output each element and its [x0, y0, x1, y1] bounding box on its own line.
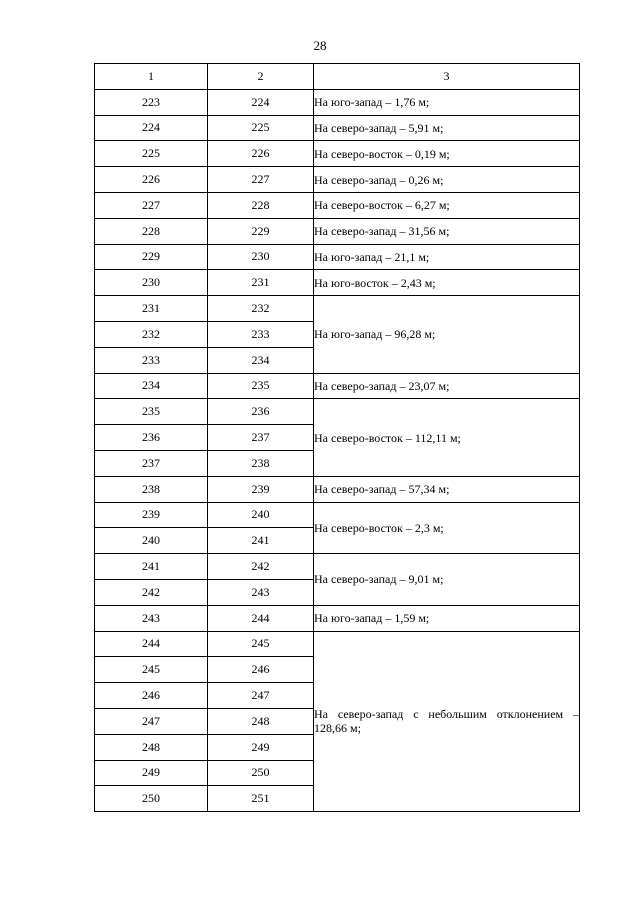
table-row: [95, 167, 580, 193]
direction-distance-cell: На северо-восток – 6,27 м;: [314, 192, 580, 218]
point-from-cell: 240: [95, 528, 208, 554]
direction-distance-cell: На северо-запад – 5,91 м;: [314, 115, 580, 141]
point-to-cell: 241: [208, 528, 314, 554]
table-header-row: [95, 64, 580, 90]
column-header-1: 1: [95, 64, 208, 90]
direction-distance-cell: На юго-запад – 1,76 м;: [314, 89, 580, 115]
table-row: [95, 554, 580, 580]
table-row: [95, 270, 580, 296]
point-to-cell: 229: [208, 218, 314, 244]
point-to-cell: 250: [208, 760, 314, 786]
table-row: [95, 141, 580, 167]
point-to-cell: 247: [208, 683, 314, 709]
point-from-cell: 227: [95, 192, 208, 218]
point-to-cell: 245: [208, 631, 314, 657]
point-to-cell: 244: [208, 605, 314, 631]
point-from-cell: 235: [95, 399, 208, 425]
point-to-cell: 227: [208, 167, 314, 193]
table-row: [95, 296, 580, 322]
point-from-cell: 225: [95, 141, 208, 167]
point-from-cell: 232: [95, 321, 208, 347]
table-row: [95, 89, 580, 115]
direction-distance-cell: На северо-восток – 2,3 м;: [314, 502, 580, 554]
point-from-cell: 244: [95, 631, 208, 657]
table-row: [95, 631, 580, 657]
direction-distance-cell: На северо-запад – 31,56 м;: [314, 218, 580, 244]
point-to-cell: 240: [208, 502, 314, 528]
point-to-cell: 228: [208, 192, 314, 218]
point-to-cell: 225: [208, 115, 314, 141]
point-from-cell: 249: [95, 760, 208, 786]
table-row: [95, 605, 580, 631]
point-from-cell: 233: [95, 347, 208, 373]
point-from-cell: 224: [95, 115, 208, 141]
direction-distance-cell: На северо-запад с небольшим отклонением – 128,66 м;: [314, 631, 580, 812]
table-row: [95, 399, 580, 425]
point-to-cell: 243: [208, 579, 314, 605]
point-to-cell: 237: [208, 425, 314, 451]
table-row: [95, 218, 580, 244]
point-from-cell: 241: [95, 554, 208, 580]
point-to-cell: 242: [208, 554, 314, 580]
point-from-cell: 243: [95, 605, 208, 631]
point-from-cell: 238: [95, 476, 208, 502]
point-to-cell: 246: [208, 657, 314, 683]
page-number: 28: [313, 38, 327, 53]
direction-distance-cell: На северо-восток – 0,19 м;: [314, 141, 580, 167]
point-from-cell: 246: [95, 683, 208, 709]
direction-distance-cell: На северо-запад – 9,01 м;: [314, 554, 580, 606]
table-row: [95, 502, 580, 528]
table-row: [95, 373, 580, 399]
point-from-cell: 226: [95, 167, 208, 193]
table-row: [95, 192, 580, 218]
point-to-cell: 226: [208, 141, 314, 167]
point-to-cell: 239: [208, 476, 314, 502]
point-to-cell: 238: [208, 450, 314, 476]
point-from-cell: 250: [95, 786, 208, 812]
point-to-cell: 236: [208, 399, 314, 425]
point-to-cell: 230: [208, 244, 314, 270]
direction-distance-cell: На юго-запад – 21,1 м;: [314, 244, 580, 270]
direction-distance-cell: На северо-запад – 23,07 м;: [314, 373, 580, 399]
point-to-cell: 248: [208, 708, 314, 734]
point-from-cell: 228: [95, 218, 208, 244]
column-header-3: 3: [314, 64, 580, 90]
table-row: [95, 476, 580, 502]
point-from-cell: 248: [95, 734, 208, 760]
point-to-cell: 234: [208, 347, 314, 373]
point-to-cell: 233: [208, 321, 314, 347]
direction-distance-cell: На юго-запад – 96,28 м;: [314, 296, 580, 373]
point-from-cell: 242: [95, 579, 208, 605]
table-body: [95, 89, 580, 811]
point-to-cell: 231: [208, 270, 314, 296]
point-from-cell: 229: [95, 244, 208, 270]
direction-distance-cell: На северо-восток – 112,11 м;: [314, 399, 580, 476]
point-from-cell: 237: [95, 450, 208, 476]
column-header-2: 2: [208, 64, 314, 90]
direction-distance-cell: На юго-запад – 1,59 м;: [314, 605, 580, 631]
point-to-cell: 232: [208, 296, 314, 322]
point-from-cell: 230: [95, 270, 208, 296]
direction-distance-cell: На северо-запад – 57,34 м;: [314, 476, 580, 502]
direction-distance-cell: На юго-восток – 2,43 м;: [314, 270, 580, 296]
point-to-cell: 251: [208, 786, 314, 812]
point-from-cell: 236: [95, 425, 208, 451]
point-from-cell: 223: [95, 89, 208, 115]
point-from-cell: 231: [95, 296, 208, 322]
point-from-cell: 234: [95, 373, 208, 399]
point-to-cell: 235: [208, 373, 314, 399]
table-row: [95, 115, 580, 141]
point-from-cell: 247: [95, 708, 208, 734]
point-from-cell: 239: [95, 502, 208, 528]
point-to-cell: 249: [208, 734, 314, 760]
point-from-cell: 245: [95, 657, 208, 683]
point-to-cell: 224: [208, 89, 314, 115]
table-row: [95, 244, 580, 270]
direction-distance-cell: На северо-запад – 0,26 м;: [314, 167, 580, 193]
boundary-table: [94, 63, 580, 812]
